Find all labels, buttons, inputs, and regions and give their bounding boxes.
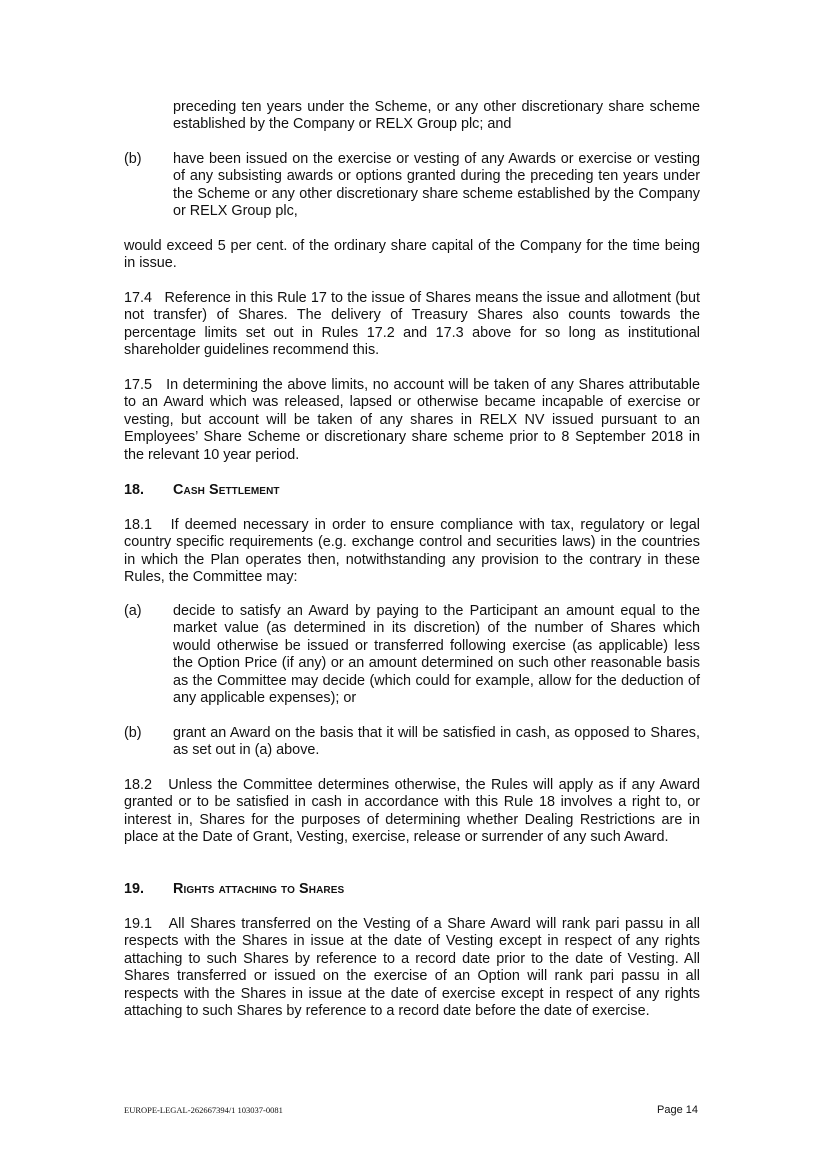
rule-17-3-b-marker: (b)	[124, 151, 142, 167]
rule-17-4-paragraph: 17.4 Reference in this Rule 17 to the issue of Shares means the issue and allotment (but not transfer) of Shares. The delivery of Treasury Shares also counts towards the percentage limits set out in Rules 17.2 and 17.3 above for so long as institutional shareholder guidelines recommend this.	[124, 290, 700, 359]
rule-18-title: Cash Settlement	[173, 482, 280, 498]
rule-19-1-paragraph: 19.1 All Shares transferred on the Vesting of a Share Award will rank pari passu in all respects with the Shares in issue at the date of Vesting except in respect of any rights attaching to such Shares by reference to a record date prior to the date of Vesting. All Shares transferred or issued on the exercise of an Option will rank pari passu in all respects with the Shares in issue at the date of exercise except in respect of any rights attaching to such Shares by reference to a record date before the date of exercise.	[124, 916, 700, 1020]
rule-18-1-a-text: decide to satisfy an Award by paying to the Participant an amount equal to the market value (as determined in its discretion) of the number of Shares which would otherwise be issued or transferred following exercise (as applicable) less the Option Price (if any) or an amount determined on such other reasonable basis as the Committee may decide (which could for example, allow for the deduction of any applicable expenses); or	[173, 603, 700, 707]
rule-17-3-a-continuation: preceding ten years under the Scheme, or any other discretionary share scheme established by the Company or RELX Group plc; and	[173, 99, 700, 133]
rule-17-5-paragraph: 17.5 In determining the above limits, no account will be taken of any Shares attributable to an Award which was released, lapsed or otherwise became incapable of exercise or vesting, but account will be taken of any shares in RELX NV issued pursuant to an Employees’ Share Scheme or discretionary share scheme prior to 8 September 2018 in the relevant 10 year period.	[124, 377, 700, 463]
rule-18-1-a-marker: (a)	[124, 603, 142, 619]
rule-17-3-b-text: have been issued on the exercise or vesting of any Awards or exercise or vesting of any subsisting awards or options granted during the preceding ten years under the Scheme or any other discretionary share scheme established by the Company or RELX Group plc,	[173, 151, 700, 220]
rule-19-number: 19.	[124, 881, 145, 897]
footer-page-number: Page 14	[657, 1104, 698, 1116]
rule-18-1-b-text: grant an Award on the basis that it will be satisfied in cash, as opposed to Shares, as set out in (a) above.	[173, 725, 700, 759]
rule-18-heading	[124, 482, 280, 499]
rule-18-1-b-marker: (b)	[124, 725, 142, 741]
rule-19-title: Rights attaching to Shares	[173, 881, 345, 897]
rule-18-number: 18.	[124, 482, 145, 498]
rule-19-heading	[124, 881, 344, 898]
footer-document-reference: EUROPE-LEGAL-262667394/1 103037-0081	[124, 1105, 283, 1115]
rule-17-3-tail-text: would exceed 5 per cent. of the ordinary share capital of the Company for the time being in issue.	[124, 238, 700, 272]
rule-18-2-paragraph: 18.2 Unless the Committee determines otherwise, the Rules will apply as if any Award granted or to be satisfied in cash in accordance with this Rule 18 involves a right to, or interest in, Shares for the purposes of determining whether Dealing Restrictions are in place at the Date of Grant, Vesting, exercise, release or surrender of any such Award.	[124, 777, 700, 846]
rule-18-1-paragraph: 18.1 If deemed necessary in order to ensure compliance with tax, regulatory or legal country specific requirements (e.g. exchange control and securities laws) in the countries in which the Plan operates then, notwithstanding any provision to the contrary in these Rules, the Committee may:	[124, 517, 700, 586]
